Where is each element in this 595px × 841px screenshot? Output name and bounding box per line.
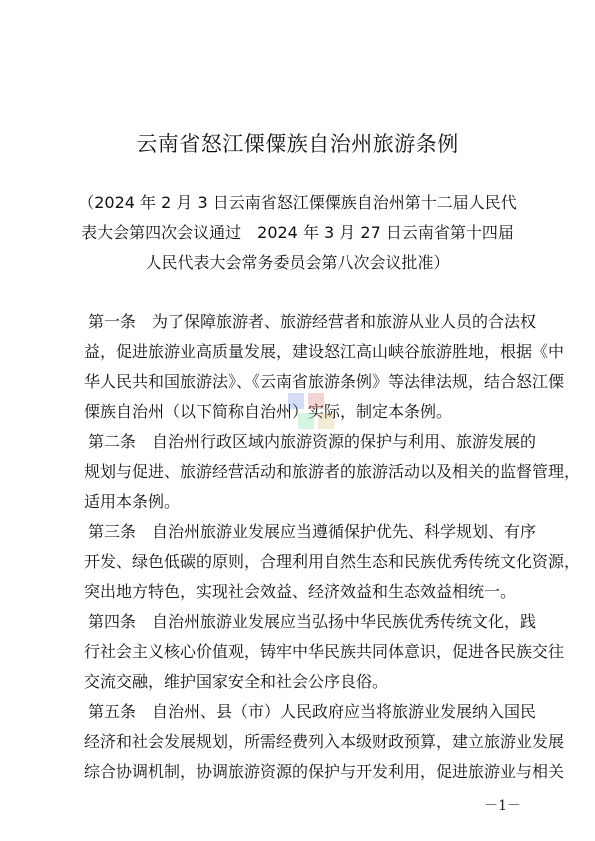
article-5-line-3: 综合协调机制，协调旅游资源的保护与开发利用，促进旅游业与相关 [84, 762, 565, 781]
article-5-line-1: 第五条 自治州、县（市）人民政府应当将旅游业发展纳入国民 [88, 702, 537, 721]
article-5-line-2: 经济和社会发展规划，所需经费列入本级财政预算，建立旅游业发展 [84, 732, 565, 751]
article-2-line-1: 第二条 自治州行政区域内旅游资源的保护与利用、旅游发展的 [88, 432, 537, 451]
article-1-line-2: 益，促进旅游业高质量发展，建设怒江高山峡谷旅游胜地，根据《中 [84, 342, 565, 361]
article-2-line-3: 适用本条例。 [84, 492, 181, 511]
article-1-line-1: 第一条 为了保障旅游者、旅游经营者和旅游从业人员的合法权 [88, 312, 537, 331]
article-3-line-2: 开发、绿色低碳的原则，合理利用自然生态和民族优秀传统文化资源， [84, 552, 581, 571]
article-1-line-4: 傈族自治州（以下简称自治州）实际，制定本条例。 [84, 402, 453, 421]
article-3-line-1: 第三条 自治州旅游业发展应当遵循保护优先、科学规划、有序 [88, 522, 537, 541]
article-1-line-3: 华人民共和国旅游法》、《云南省旅游条例》等法律法规，结合怒江傈 [84, 372, 565, 391]
subtitle-line-1: （2024 年 2 月 3 日云南省怒江傈僳族自治州第十二届人民代 [78, 193, 517, 212]
page-number: －1－ [484, 798, 521, 814]
document-title: 云南省怒江傈僳族自治州旅游条例 [136, 132, 459, 156]
article-4-line-1: 第四条 自治州旅游业发展应当弘扬中华民族优秀传统文化，践 [88, 612, 537, 631]
subtitle-line-2: 表大会第四次会议通过 2024 年 3 月 27 日云南省第十四届 [81, 223, 514, 242]
article-4-line-2: 行社会主义核心价值观，铸牢中华民族共同体意识，促进各民族交往 [84, 642, 565, 661]
subtitle-line-3: 人民代表大会常务委员会第八次会议批准） [145, 253, 450, 272]
article-4-line-3: 交流交融，维护国家安全和社会公序良俗。 [84, 672, 389, 691]
article-3-line-3: 突出地方特色，实现社会效益、经济效益和生态效益相统一。 [84, 582, 517, 601]
article-2-line-2: 规划与促进、旅游经营活动和旅游者的旅游活动以及相关的监督管理， [84, 462, 581, 481]
